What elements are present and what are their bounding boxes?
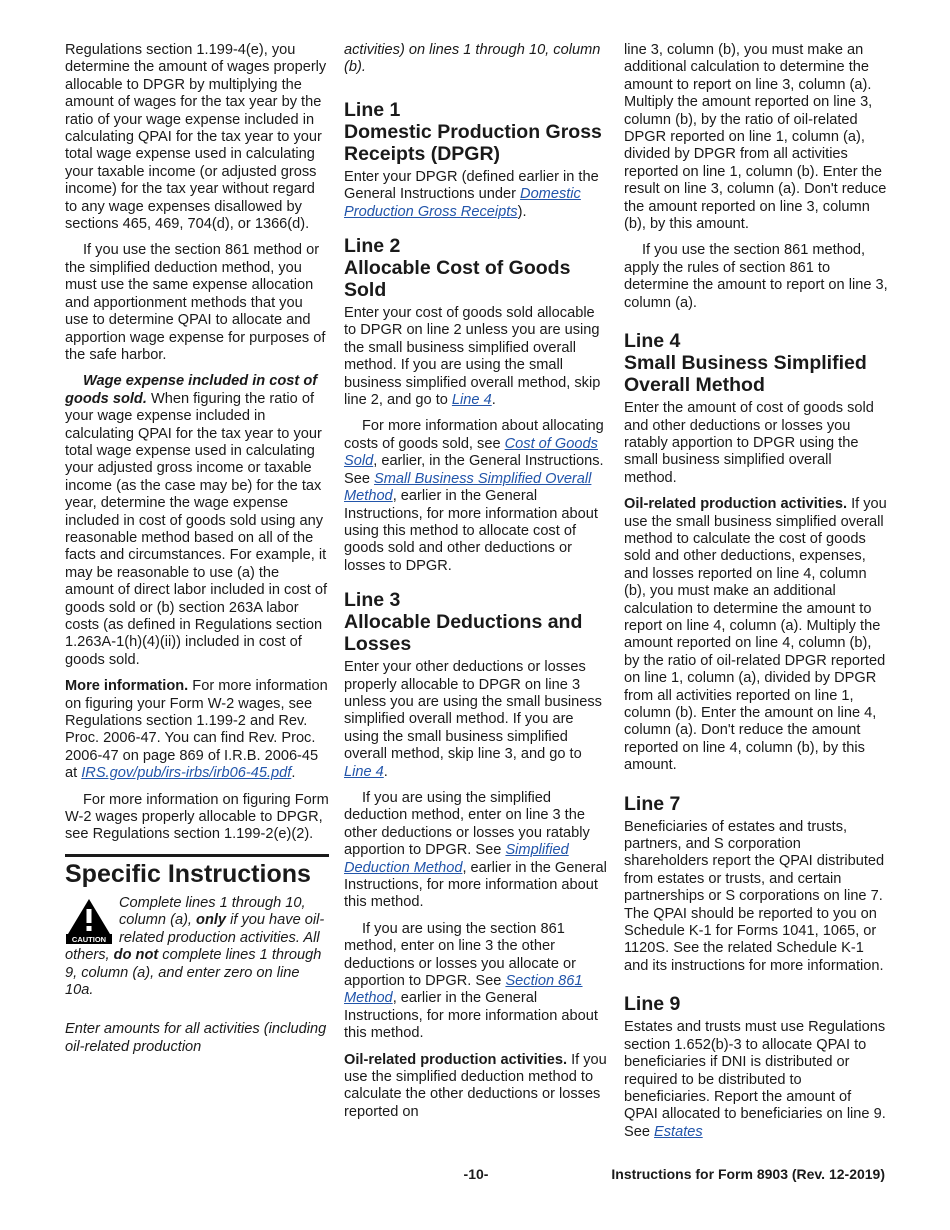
run-in-heading: More information. (65, 678, 189, 695)
heading-line-3: Line 3 Allocable Deductions and Losses (344, 589, 583, 656)
simplified-deduction-link[interactable]: Simplified Deduction Method (344, 842, 569, 876)
caution-text: Complete lines 1 through 10, column (a), only if you have oil-related production activities. All others, do not complete lines 1 through 9, column (a), and enter zero on line 10a. (65, 894, 325, 998)
paragraph: activities) on lines 1 through 10, column (b). (344, 42, 601, 76)
run-in-heading: Wage expense included in cost of goods sold. (65, 373, 318, 407)
paragraph: Beneficiaries of estates and trusts, partners, and S corporation shareholders report the QPAI distributed from estates or trusts, and certain partnerships or S corporations on line 7. The QPAI should be reported to you on Schedule K-1 for Forms 1041, 1065, or 1120S. See the related Schedule K-1 and its instructions for more information. (624, 818, 885, 974)
section-861-link[interactable]: Section 861 Method (344, 973, 583, 1007)
section-title: Specific Instructions (65, 859, 311, 888)
paragraph: Oil-related production activities. If you use the small business simplified overall method to calculate the cost of goods sold and other deductions, expenses, and losses reported on line 4, column (b), you must make an additional calculation to determine the amount to report on line 4, column (a). Multiply the amount reported on line 4, column (b), by the ratio of oil-related DPGR reported on line 1, column (a), divided by DPGR from all activities reported on line 1, column (b). Enter the amount on line 4, column (a). Don't reduce the amount reported on line 4, column (b), by this amount. (624, 496, 887, 774)
run-in-heading: Oil-related production activities. (344, 1051, 568, 1068)
paragraph: For more information about allocating costs of goods sold, see Cost of Goods Sold, earlier, in the General Instructions. See Small Business Simplified Overall Method, earlier in the General Instructions, for more information about using this method to allocate cost of goods sold and other deductions or losses to DPGR. (344, 418, 604, 574)
paragraph: If you use the section 861 method, apply the rules of section 861 to determine the amount to report on line 3, column (a). (624, 242, 888, 311)
section-rule (65, 854, 329, 857)
heading-line-2: Line 2 Allocable Cost of Goods Sold (344, 235, 571, 302)
dpgr-link[interactable]: Domestic Production Gross Receipts (344, 186, 581, 220)
run-in-heading: Oil-related production activities. (624, 496, 848, 513)
estates-link[interactable]: Estates (654, 1123, 703, 1140)
paragraph: Wage expense included in cost of goods sold. When figuring the ratio of your wage expense included in calculating QPAI for the tax year to your total wage expense used in calculating your adjusted gross income or taxable income (as the case may be) for the tax year, determine the wage expense included in cost of goods sold using any reasonable method based on all of the facts and circumstances. For example, it may be reasonable to use (a) the amount of direct labor included in cost of goods sold or (b) section 263A labor costs (as defined in Regulations section 1.263A-1(h)(4)(ii)) included in cost of goods sold. (65, 373, 328, 668)
heading-line-1: Line 1 Domestic Production Gross Receipts (DPGR) (344, 98, 602, 165)
heading-line-9: Line 9 (624, 993, 681, 1016)
paragraph: Enter your cost of goods sold allocable to DPGR on line 2 unless you are using the small business simplified overall method. If you are using the small business simplified overall method, skip line 2, and go to Line 4. (344, 305, 601, 409)
caution-note (65, 895, 329, 999)
cost-of-goods-sold-link[interactable]: Cost of Goods Sold (344, 435, 598, 470)
line-4-link[interactable]: Line 4 (344, 763, 384, 780)
paragraph: Estates and trusts must use Regulations section 1.652(b)-3 to allocate QPAI to beneficiaries if DNI is distributed or required to be distributed to beneficiaries. Report the amount of QPAI allocated to beneficiaries on line 9. See Estates (624, 1019, 886, 1140)
column-3 (624, 42, 888, 1150)
page-number: -10- (463, 1166, 489, 1182)
heading-line-7: Line 7 (624, 792, 681, 815)
footer-form-title: Instructions for Form 8903 (Rev. 12-2019) (611, 1166, 885, 1182)
paragraph: For more information on figuring Form W-2 wages properly allocable to DPGR, see Regulations section 1.199-2(e)(2). (65, 791, 329, 843)
paragraph: If you are using the section 861 method, enter on line 3 the other deductions or losses you allocate or apportion to DPGR. See Section 861 Method, earlier in the General Instructions, for more information about this method. (344, 920, 598, 1042)
paragraph: line 3, column (b), you must make an additional calculation to determine the amount to report on line 3, column (a). Multiply the amount reported on line 3, column (b), by the ratio of oil-related DPGR reported on line 1, column (a), divided by DPGR from all activities reported on line 1, column (b). Enter the result on line 3, column (a). Don't reduce the amount reported on line 3, column (b), by this amount. (624, 42, 887, 233)
paragraph: If you are using the simplified deduction method, enter on line 3 the other deductions or losses you ratably apportion to DPGR. See Simplified Deduction Method, earlier in the General Instructions, for more information about this method. (344, 789, 607, 911)
column-2 (344, 42, 608, 1130)
caution-icon (65, 897, 113, 945)
paragraph: Regulations section 1.199-4(e), you determine the amount of wages properly allocable to DPGR by multiplying the amount of wages for the tax year by the ratio of your wage expense included in calculating QPAI for the tax year to your total wage expense used in calculating your taxable income (or adjusted gross income) for the tax year without regard to any wage expenses disallowed by sections 465, 469, 704(d), or 1366(d). (65, 42, 327, 233)
paragraph: Enter amounts for all activities (including oil-related production (65, 1021, 327, 1055)
line-4-link[interactable]: Line 4 (451, 392, 492, 409)
caution-label: CAUTION (71, 934, 107, 944)
irb-link[interactable]: IRS.gov/pub/irs-irbs/irb06-45.pdf (81, 765, 292, 782)
paragraph: More information. For more information on figuring your Form W-2 wages, see Regulations section 1.199-2 and Rev. Proc. 2006-47. You can find Rev. Proc. 2006-47 on page 869 of I.R.B. 2006-45 at IRS.gov/pub/irs-irbs/irb06-45.pdf. (65, 678, 328, 782)
paragraph: Enter your other deductions or losses properly allocable to DPGR on line 3 unless you are using the small business simplified overall method. If you are using the small business simplified overall method, skip line 3, and go to Line 4. (344, 659, 602, 780)
paragraph: Oil-related production activities. If you use the simplified deduction method to calculate the other deductions or losses reported on (344, 1051, 607, 1120)
small-business-method-link[interactable]: Small Business Simplified Overall Method (344, 470, 592, 505)
heading-line-4: Line 4 Small Business Simplified Overall Method (624, 330, 867, 397)
paragraph: Enter the amount of cost of goods sold and other deductions or losses you ratably apportion to DPGR using the small business simplified overall method. (624, 400, 874, 486)
column-1 (65, 42, 329, 1065)
paragraph: Enter your DPGR (defined earlier in the General Instructions under Domestic Production Gross Receipts). (344, 168, 599, 220)
paragraph: If you use the section 861 method or the simplified deduction method, you must use the same expense allocation and apportionment methods that you use to determine QPAI to allocate and apportion wage expense for purposes of the safe harbor. (65, 242, 326, 363)
